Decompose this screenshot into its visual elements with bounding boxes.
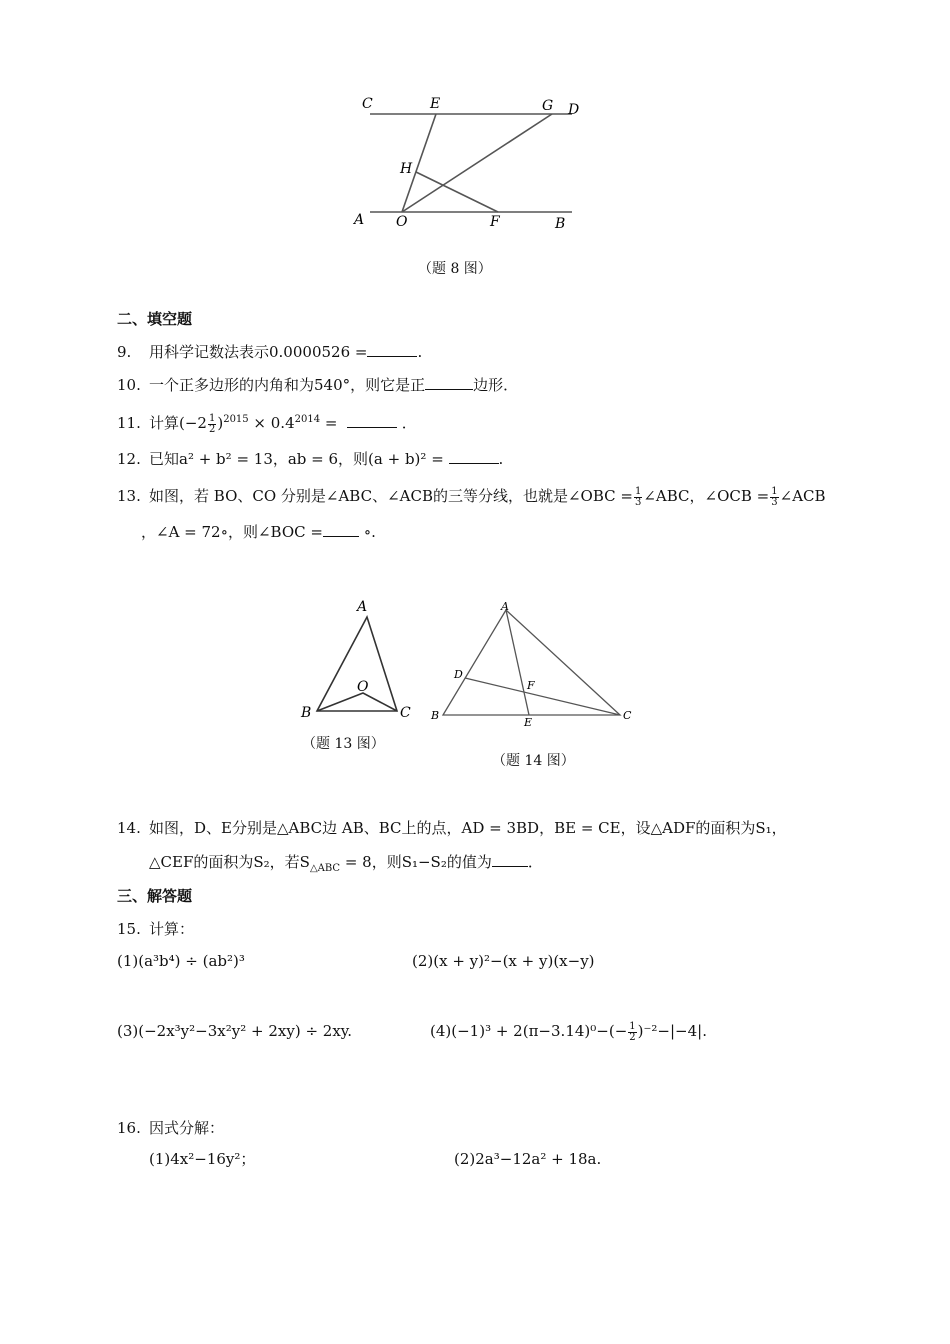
question-15-part-4: (4)(−1)³ + 2(π−3.14)⁰−(− $\frac{1}{2}$ )⁻²−|−4|. [430,1020,707,1043]
angle-boc [317,693,397,711]
figure-14 [428,598,638,733]
question-15-part-3: (3)(−2x³y²−3x²y² + 2xy) ÷ 2xy. [117,1022,353,1040]
section-title-solutions: 三、解答题 [117,887,193,905]
figure-8-caption: （题 8 图） [418,261,492,277]
point-label-h: H [400,161,413,177]
segment-ae [506,610,529,715]
question-15: 15. 计算： [117,920,195,938]
point-label-e: E [430,96,441,112]
answer-blank-13[interactable] [323,522,359,537]
figure-13 [295,595,425,725]
question-10: 10. 一个正多边形的内角和为540°，则它是正 边形． [117,376,519,394]
question-12: 12. 已知a² + b² = 13，ab = 6，则(a + b)² = . [117,450,504,468]
point-label-c: C [623,709,632,722]
triangle-abc [317,617,397,711]
point-label-e: E [524,716,533,729]
segment-dc [465,678,620,715]
segment-og [402,114,552,212]
point-label-c: C [400,705,411,721]
point-label-o: O [396,214,408,230]
point-label-a: A [354,212,365,228]
answer-blank-9[interactable] [367,342,417,357]
question-15-part-1: (1)(a³b⁴) ÷ (ab²)³ [117,952,245,970]
question-11: 11. 计算(−2 $\frac{1}{2}$ )$^{2015} \times 0.4^{2014}$ = ． [117,412,417,435]
figure-8 [340,90,600,240]
question-15-part-2: (2)(x + y)²−(x + y)(x−y) [412,952,595,970]
point-label-d: D [454,668,463,681]
answer-blank-14[interactable] [492,852,528,867]
point-label-c: C [362,96,373,112]
section-title-fill-in: 二、填空题 [117,310,193,328]
point-label-f: F [527,679,535,692]
point-label-a: A [357,599,368,615]
question-14-line-1: 14. 如图，D、E分别是△ABC边 AB、BC上的点，AD = 3BD，BE = CE，设△ADF的面积为S₁， [117,819,787,837]
point-label-o: O [357,679,369,695]
point-label-g: G [542,98,554,114]
figure-13-caption: （题 13 图） [302,736,385,752]
question-16-part-1: (1)4x²−16y²； [149,1150,256,1168]
figure-14-caption: （题 14 图） [492,753,575,769]
segment-hf [416,172,498,212]
question-16: 16. 因式分解： [117,1119,225,1137]
question-13-line-1: 13. 如图，若 BO、CO 分别是∠ABC、∠ACB的三等分线，也就是∠OBC = $\frac{1}{3}$ ∠ABC，∠OCB = $\frac{1}{3}$ ∠ACB [117,485,826,508]
point-label-d: D [568,102,580,118]
question-14-line-2: △CEF的面积为S₂，若$S_{\triangle ABC} = 8$，则S₁−S₂的值为 ． [149,853,543,874]
point-label-b: B [555,216,566,232]
answer-blank-12[interactable] [449,449,499,464]
point-label-f: F [490,214,500,230]
point-label-b: B [431,709,440,722]
point-label-b: B [301,705,312,721]
question-16-part-2: (2)2a³−12a² + 18a. [454,1150,602,1168]
triangle-abc [443,610,620,715]
answer-blank-11[interactable] [347,413,397,428]
answer-blank-10[interactable] [425,375,473,390]
question-9: 9. 用科学记数法表示0.0000526 = . [117,343,423,361]
point-label-a: A [501,600,509,613]
question-13-line-2: ，∠A = 72∘，则∠BOC = ∘. [141,523,376,541]
